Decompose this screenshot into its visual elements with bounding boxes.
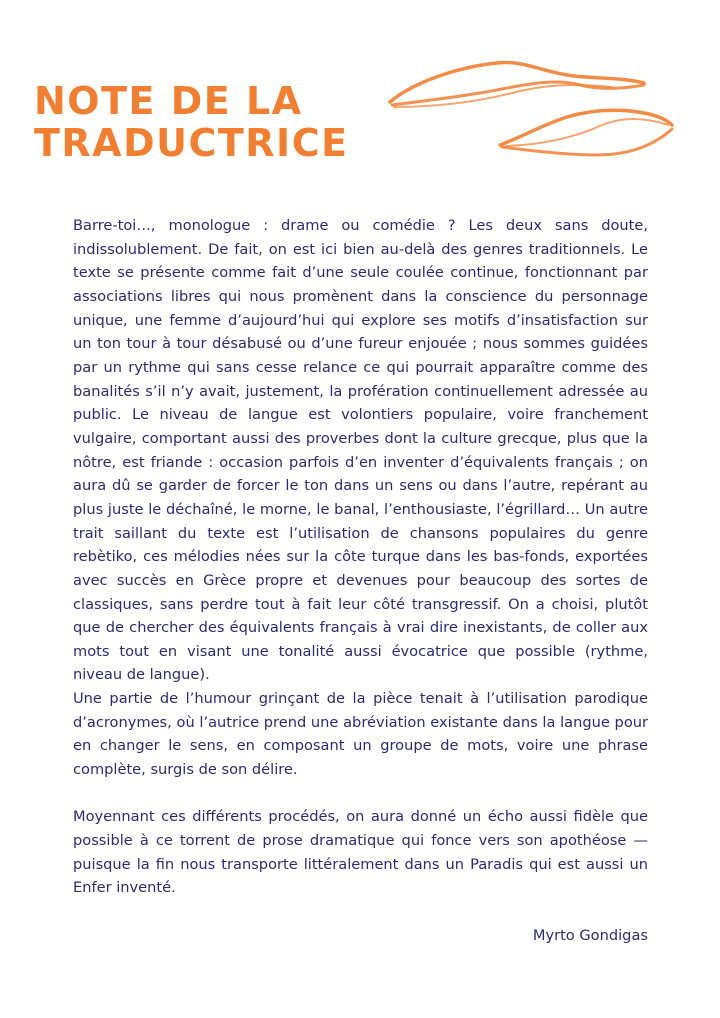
translator-note-body <box>73 214 648 900</box>
title-line-2: TRADUCTRICE <box>34 121 349 165</box>
signature: Myrto Gondigas <box>532 927 648 944</box>
page-title <box>34 80 349 164</box>
paragraph-3: Moyennant ces différents procédés, on aura donné un écho aussi fidèle que possible à ce torrent de prose dramatique qui fonce vers son apothéose — puisque la fin nous transporte littéralement dans un Paradis qui est aussi un Enfer inventé. <box>73 808 648 897</box>
title-line-1: NOTE DE LA <box>34 79 303 123</box>
paragraph-2: Une partie de l’humour grinçant de la pièce tenait à l’utilisation parodique d’acronymes, où l’autrice prend une abréviation existante dans la langue pour en changer le sens, en composant un groupe de mots, voire une phrase complète, surgis de son délire. <box>73 690 648 779</box>
brush-squiggle-decoration <box>382 55 682 165</box>
paragraph-1: Barre-toi…, monologue : drame ou comédie ? Les deux sans doute, indissolublement. De fait, on est ici bien au-delà des genres traditionnels. Le texte se présente comme fait d’une seule coulée continue, fonctionnant par associations libres qui nous promènent dans la conscience du personnage unique, une femme d’aujourd’hui qui explore ses motifs d’insatisfaction sur un ton tour à tour désabusé ou d’une fureur enjouée ; nous sommes guidées par un rythme qui sans cesse relance ce qui pourrait apparaître comme des banalités s’il n’y avait, justement, la profération continuellement adressée au public. Le niveau de langue est volontiers populaire, voire franchement vulgaire, comportant aussi des proverbes dont la culture grecque, plus que la nôtre, est friande : occasion parfois d’en inventer d’équivalents français ; on aura dû se garder de forcer le ton dans un sens ou dans l’autre, repérant au plus juste le déchaîné, le morne, le banal, l’enthousiaste, l’égrillard… Un autre trait saillant du texte est l’utilisation de chansons populaires du genre rebètiko, ces mélodies nées sur la côte turque dans les bas-fonds, exportées avec succès en Grèce propre et devenues pour beaucoup des sortes de classiques, sans perdre tout à fait leur côté transgressif. On a choisi, plutôt que de chercher des équivalents français à vrai dire inexistants, de coller aux mots tout en visant une tonalité aussi évocatrice que possible (rythme, niveau de langue). <box>73 217 648 684</box>
